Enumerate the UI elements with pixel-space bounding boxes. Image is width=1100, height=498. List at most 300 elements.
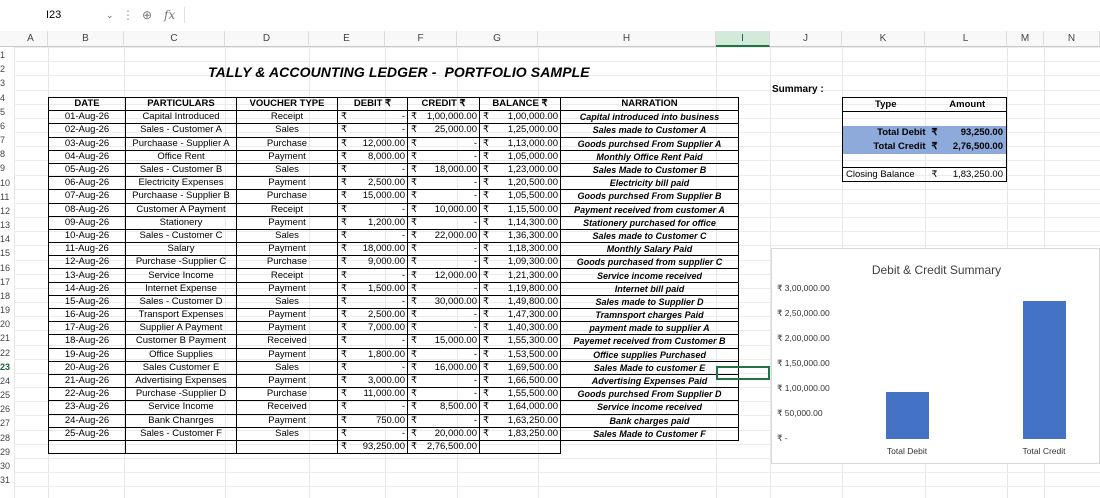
voucher-type-cell[interactable]: Sales [237,295,338,308]
voucher-type-cell[interactable]: Purchase [237,137,338,150]
row-header-13[interactable]: 13 [0,220,11,231]
balance-cell[interactable] [480,322,561,335]
row-header-21[interactable]: 21 [0,333,11,344]
debit-cell-value: - [401,164,405,176]
summary-spacer-row [843,112,1007,126]
credit-cell[interactable] [408,124,480,137]
credit-cell-value: 22,000.00 [434,229,477,241]
balance-cell[interactable] [480,335,561,348]
empty-cell[interactable] [480,440,561,453]
debit-cell[interactable] [338,177,408,190]
voucher-type-cell[interactable]: Payment [237,177,338,190]
voucher-type-cell[interactable]: Sales [237,163,338,176]
closing-balance-amount: 1,83,250.00 [952,169,1003,180]
particulars-cell[interactable]: Office Rent [126,150,237,163]
empty-cell[interactable] [237,440,338,453]
credit-cell[interactable] [408,229,480,242]
row-header-5[interactable]: 5 [0,106,6,117]
row-header-26[interactable]: 26 [0,404,11,415]
particulars-cell[interactable]: Sales - Customer C [126,229,237,242]
date-cell[interactable]: 22-Aug-26 [49,388,126,401]
debit-cell[interactable] [338,256,408,269]
balance-cell[interactable] [480,177,561,190]
date-cell[interactable]: 12-Aug-26 [49,256,126,269]
narration-cell[interactable]: Sales Made to Customer F [561,427,739,440]
narration-cell[interactable]: Goods purchsed From Supplier A [561,137,739,150]
row-header-31[interactable]: 31 [0,475,11,486]
summary-empty-cell[interactable] [929,112,1007,126]
bar-total-debit[interactable] [886,392,929,439]
date-cell[interactable]: 21-Aug-26 [49,374,126,387]
balance-cell[interactable] [480,348,561,361]
debit-cell-value: 2,500.00 [368,309,405,321]
debit-cell[interactable] [338,150,408,163]
row-header-28[interactable]: 28 [0,432,11,443]
particulars-cell[interactable]: Purchaase - Supplier A [126,137,237,150]
particulars-cell[interactable]: Service Income [126,401,237,414]
particulars-cell[interactable]: Customer B Payment [126,335,237,348]
header-credit[interactable]: CREDIT ₹ [408,98,480,111]
debit-cell[interactable] [338,348,408,361]
debit-cell[interactable] [338,401,408,414]
currency-symbol: ₹ [341,440,348,452]
balance-cell[interactable] [480,137,561,150]
credit-cell[interactable] [408,256,480,269]
y-tick-label: ₹ 2,50,000.00 [777,308,830,318]
particulars-cell[interactable]: Salary [126,243,237,256]
row-header-30[interactable]: 30 [0,460,11,471]
date-cell[interactable]: 17-Aug-26 [49,322,126,335]
date-cell[interactable]: 13-Aug-26 [49,269,126,282]
summary-type-header[interactable]: Type [843,98,929,112]
ledger-row [49,124,739,137]
debit-cell[interactable] [338,295,408,308]
particulars-cell[interactable]: Service Income [126,269,237,282]
balance-cell[interactable] [480,190,561,203]
voucher-type-cell[interactable]: Payment [237,322,338,335]
ledger-row [49,335,739,348]
column-header-m[interactable]: M [1007,31,1044,47]
row-header-16[interactable]: 16 [0,262,11,273]
total-credit-label[interactable]: Total Credit [843,140,929,154]
header-particulars[interactable]: PARTICULARS [126,98,237,111]
summary-empty-cell[interactable] [843,112,929,126]
column-header-d[interactable]: D [225,31,309,47]
debit-cell[interactable] [338,309,408,322]
row-header-23[interactable]: 23 [0,361,11,372]
voucher-type-cell[interactable]: Payment [237,282,338,295]
total-debit-value[interactable] [929,126,1007,140]
currency-symbol: ₹ [411,177,418,189]
currency-symbol: ₹ [411,269,418,281]
row-header-14[interactable]: 14 [0,234,11,245]
header-date[interactable]: DATE [49,98,126,111]
currency-symbol: ₹ [931,169,938,180]
row-header-12[interactable]: 12 [0,205,11,216]
header-voucher-type[interactable]: VOUCHER TYPE [237,98,338,111]
debit-cell[interactable] [338,137,408,150]
row-header-9[interactable]: 9 [0,163,6,174]
row-header-17[interactable]: 17 [0,276,11,287]
row-header-29[interactable]: 29 [0,446,11,457]
row-header-8[interactable]: 8 [0,149,6,160]
date-cell[interactable]: 07-Aug-26 [49,190,126,203]
credit-cell[interactable] [408,374,480,387]
narration-cell[interactable]: Stationery purchased for office [561,216,739,229]
currency-symbol: ₹ [341,295,348,307]
debit-cell[interactable] [338,427,408,440]
debit-cell-value: - [401,361,405,373]
currency-symbol: ₹ [483,335,490,347]
credit-cell[interactable] [408,137,480,150]
currency-symbol: ₹ [411,361,418,373]
column-header-j[interactable]: J [770,31,842,47]
credit-cell[interactable] [408,177,480,190]
narration-cell[interactable]: Bank charges paid [561,414,739,427]
column-header-g[interactable]: G [457,31,538,47]
narration-cell[interactable]: Tramnsport charges Paid [561,309,739,322]
closing-balance-label[interactable]: Closing Balance [843,168,929,182]
balance-cell-value: 1,14,300.00 [507,216,558,228]
column-header-l[interactable]: L [925,31,1007,47]
date-cell[interactable]: 19-Aug-26 [49,348,126,361]
voucher-type-cell[interactable]: Payment [237,243,338,256]
debit-cell[interactable] [338,229,408,242]
narration-cell[interactable]: Goods purchased from supplier C [561,256,739,269]
row-header-24[interactable]: 24 [0,375,11,386]
voucher-type-cell[interactable]: Receipt [237,269,338,282]
debit-cell[interactable] [338,243,408,256]
credit-cell[interactable] [408,401,480,414]
debit-cell[interactable] [338,203,408,216]
empty-cell[interactable] [126,440,237,453]
row-header-7[interactable]: 7 [0,135,6,146]
debit-cell[interactable] [338,282,408,295]
debit-cell[interactable] [338,322,408,335]
debit-cell[interactable] [338,163,408,176]
empty-cell[interactable] [561,440,739,453]
date-cell[interactable]: 10-Aug-26 [49,229,126,242]
summary-empty-cell[interactable] [843,154,929,168]
credit-cell[interactable] [408,150,480,163]
particulars-cell[interactable]: Customer A Payment [126,203,237,216]
selected-cell-i23[interactable] [716,366,770,380]
voucher-type-cell[interactable]: Sales [237,229,338,242]
ledger-row [49,163,739,176]
voucher-type-cell[interactable]: Sales [237,361,338,374]
ledger-table [48,97,739,454]
balance-cell[interactable] [480,388,561,401]
currency-symbol: ₹ [483,137,490,149]
credit-cell[interactable] [408,414,480,427]
credit-cell[interactable] [408,282,480,295]
voucher-type-cell[interactable]: Purchase [237,190,338,203]
narration-cell[interactable]: Goods purchsed From Supplier B [561,190,739,203]
credit-cell[interactable] [408,269,480,282]
date-cell[interactable]: 08-Aug-26 [49,203,126,216]
total-debit-cell[interactable] [338,440,408,453]
particulars-cell[interactable]: Sales - Customer B [126,163,237,176]
balance-cell[interactable] [480,414,561,427]
narration-cell[interactable]: Payemet received from Customer B [561,335,739,348]
total-debit-label[interactable]: Total Debit [843,126,929,140]
particulars-cell[interactable]: Sales - Customer A [126,124,237,137]
credit-cell[interactable] [408,243,480,256]
ledger-row [49,243,739,256]
date-cell[interactable]: 04-Aug-26 [49,150,126,163]
voucher-type-cell[interactable]: Purchase [237,256,338,269]
column-header-f[interactable]: F [385,31,457,47]
date-cell[interactable]: 01-Aug-26 [49,111,126,124]
narration-cell[interactable]: Payment received from customer A [561,203,739,216]
total-credit-value[interactable] [929,140,1007,154]
bar-total-credit[interactable] [1023,301,1066,439]
row-header-18[interactable]: 18 [0,290,11,301]
particulars-cell[interactable]: Purchaase - Supplier B [126,190,237,203]
total-credit-amount: 2,76,500.00 [952,141,1003,152]
closing-balance-value[interactable] [929,168,1007,182]
particulars-cell[interactable]: Advertising Expenses [126,374,237,387]
narration-cell[interactable]: Advertising Expenses Paid [561,374,739,387]
narration-cell[interactable]: Monthly Salary Paid [561,243,739,256]
y-tick-label: ₹ 1,50,000.00 [777,358,830,368]
credit-cell[interactable] [408,163,480,176]
balance-cell-value: 1,66,500.00 [507,375,558,387]
row-header-4[interactable]: 4 [0,92,6,103]
voucher-type-cell[interactable]: Received [237,401,338,414]
currency-symbol: ₹ [483,150,490,162]
column-header-a[interactable]: A [14,31,48,47]
debit-cell-value: 1,500.00 [368,282,405,294]
currency-symbol: ₹ [341,335,348,347]
credit-cell[interactable] [408,309,480,322]
column-header-k[interactable]: K [842,31,925,47]
debit-cell[interactable] [338,269,408,282]
currency-symbol: ₹ [483,269,490,281]
row-header-2[interactable]: 2 [0,64,6,75]
debit-cell[interactable] [338,124,408,137]
particulars-cell[interactable]: Transport Expenses [126,309,237,322]
voucher-type-cell[interactable]: Payment [237,374,338,387]
debit-cell[interactable] [338,216,408,229]
voucher-type-cell[interactable]: Purchase [237,388,338,401]
column-header-n[interactable]: N [1044,31,1100,47]
debit-cell[interactable] [338,374,408,387]
debit-cell[interactable] [338,335,408,348]
particulars-cell[interactable]: Office Supplies [126,348,237,361]
debit-cell[interactable] [338,388,408,401]
credit-cell[interactable] [408,216,480,229]
balance-cell[interactable] [480,124,561,137]
credit-cell[interactable] [408,322,480,335]
credit-cell[interactable] [408,203,480,216]
debit-cell[interactable] [338,414,408,427]
balance-cell[interactable] [480,243,561,256]
ledger-row [49,229,739,242]
row-header-22[interactable]: 22 [0,347,11,358]
column-header-b[interactable]: B [48,31,124,47]
narration-cell[interactable]: Office supplies Purchased [561,348,739,361]
voucher-type-cell[interactable]: Receipt [237,111,338,124]
date-cell[interactable]: 06-Aug-26 [49,177,126,190]
column-header-c[interactable]: C [124,31,225,47]
row-header-6[interactable]: 6 [0,120,6,131]
narration-cell[interactable]: payment made to supplier A [561,322,739,335]
total-credit-cell[interactable] [408,440,480,453]
particulars-cell[interactable]: Supplier A Payment [126,322,237,335]
debit-cell[interactable] [338,190,408,203]
debit-cell-value: - [401,124,405,136]
balance-cell[interactable] [480,427,561,440]
credit-cell-value: - [473,243,477,255]
particulars-cell[interactable]: Bank Chanrges [126,414,237,427]
currency-symbol: ₹ [411,440,418,452]
balance-cell[interactable] [480,269,561,282]
debit-cell[interactable] [338,111,408,124]
row-header-25[interactable]: 25 [0,390,11,401]
row-header-27[interactable]: 27 [0,418,11,429]
credit-cell[interactable] [408,361,480,374]
fx-icon[interactable]: fx [164,8,176,22]
balance-cell[interactable] [480,309,561,322]
date-cell[interactable]: 23-Aug-26 [49,401,126,414]
debit-cell-value: 3,000.00 [368,375,405,387]
debit-cell-value: 18,000.00 [362,243,405,255]
voucher-type-cell[interactable]: Payment [237,150,338,163]
date-cell[interactable]: 02-Aug-26 [49,124,126,137]
currency-symbol: ₹ [341,282,348,294]
row-header-1[interactable]: 1 [0,50,6,60]
date-cell[interactable]: 25-Aug-26 [49,427,126,440]
particulars-cell[interactable]: Purchase -Supplier C [126,256,237,269]
particulars-cell[interactable]: Purchase -Supplier D [126,388,237,401]
voucher-type-cell[interactable]: Sales [237,124,338,137]
row-header-3[interactable]: 3 [0,78,6,89]
voucher-type-cell[interactable]: Payment [237,414,338,427]
particulars-cell[interactable]: Sales - Customer F [126,427,237,440]
column-header-e[interactable]: E [309,31,385,47]
x-category-label: Total Debit [886,446,928,456]
currency-symbol: ₹ [341,111,348,123]
narration-cell[interactable]: Internet bill paid [561,282,739,295]
credit-cell[interactable] [408,348,480,361]
narration-cell[interactable]: Sales made to Customer A [561,124,739,137]
narration-cell[interactable]: Sales Made to customer E [561,361,739,374]
narration-cell[interactable]: Electricity bill paid [561,177,739,190]
particulars-cell[interactable]: Sales - Customer D [126,295,237,308]
narration-cell[interactable]: Service income received [561,401,739,414]
date-cell[interactable]: 24-Aug-26 [49,414,126,427]
particulars-cell[interactable]: Capital Introduced [126,111,237,124]
debit-credit-chart[interactable] [771,248,1100,464]
credit-cell[interactable] [408,190,480,203]
debit-cell-value: 8,000.00 [368,150,405,162]
row-header-10[interactable]: 10 [0,177,11,188]
balance-cell-value: 1,19,800.00 [507,282,558,294]
balance-cell[interactable] [480,150,561,163]
empty-cell[interactable] [49,440,126,453]
credit-cell[interactable] [408,427,480,440]
zoom-icon[interactable]: ⊕ [142,8,153,22]
narration-cell[interactable]: Monthly Office Rent Paid [561,150,739,163]
balance-cell[interactable] [480,256,561,269]
summary-empty-cell[interactable] [929,154,1007,168]
balance-cell[interactable] [480,111,561,124]
particulars-cell[interactable]: Internet Expense [126,282,237,295]
credit-cell[interactable] [408,335,480,348]
voucher-type-cell[interactable]: Payment [237,216,338,229]
voucher-type-cell[interactable]: Sales [237,427,338,440]
narration-cell[interactable]: Sales made to Supplier D [561,295,739,308]
debit-cell[interactable] [338,361,408,374]
particulars-cell[interactable]: Stationery [126,216,237,229]
credit-cell-value: - [473,216,477,228]
narration-cell[interactable]: Goods purchsed From Supplier D [561,388,739,401]
date-cell[interactable]: 15-Aug-26 [49,295,126,308]
date-cell[interactable]: 11-Aug-26 [49,243,126,256]
header-debit[interactable]: DEBIT ₹ [338,98,408,111]
date-cell[interactable]: 05-Aug-26 [49,163,126,176]
ledger-row [49,388,739,401]
balance-cell[interactable] [480,229,561,242]
header-narration[interactable]: NARRATION [561,98,739,111]
balance-cell[interactable] [480,216,561,229]
currency-symbol: ₹ [483,309,490,321]
row-header-20[interactable]: 20 [0,319,11,330]
voucher-type-cell[interactable]: Payment [237,309,338,322]
column-header-i[interactable]: I [716,31,770,47]
name-box[interactable]: I23 [46,9,62,21]
date-cell[interactable]: 03-Aug-26 [49,137,126,150]
voucher-type-cell[interactable]: Received [237,335,338,348]
row-header-19[interactable]: 19 [0,305,11,316]
narration-cell[interactable]: Service income received [561,269,739,282]
particulars-cell[interactable]: Electricity Expenses [126,177,237,190]
date-cell[interactable]: 09-Aug-26 [49,216,126,229]
balance-cell[interactable] [480,401,561,414]
narration-cell[interactable]: Capital introduced into business [561,111,739,124]
balance-cell[interactable] [480,282,561,295]
summary-amount-header[interactable]: Amount [929,98,1007,112]
particulars-cell[interactable]: Sales Customer E [126,361,237,374]
credit-cell[interactable] [408,111,480,124]
row-header-11[interactable]: 11 [0,191,10,202]
column-header-h[interactable]: H [538,31,716,47]
balance-cell[interactable] [480,374,561,387]
currency-symbol: ₹ [411,414,418,426]
voucher-type-cell[interactable]: Receipt [237,203,338,216]
date-cell[interactable]: 14-Aug-26 [49,282,126,295]
balance-cell[interactable] [480,163,561,176]
narration-cell[interactable]: Sales Made to Customer B [561,163,739,176]
date-cell[interactable]: 20-Aug-26 [49,361,126,374]
date-cell[interactable]: 18-Aug-26 [49,335,126,348]
header-balance[interactable]: BALANCE ₹ [480,98,561,111]
credit-cell-value: 25,000.00 [434,124,477,136]
voucher-type-cell[interactable]: Payment [237,348,338,361]
balance-cell[interactable] [480,203,561,216]
date-cell[interactable]: 16-Aug-26 [49,309,126,322]
summary-row-total-credit [843,140,1007,154]
chevron-down-icon[interactable]: ⌄ [106,10,114,20]
debit-cell-value: - [401,335,405,347]
narration-cell[interactable]: Sales made to Customer C [561,229,739,242]
credit-cell[interactable] [408,295,480,308]
credit-cell[interactable] [408,388,480,401]
balance-cell[interactable] [480,361,561,374]
row-header-15[interactable]: 15 [0,248,11,259]
balance-cell[interactable] [480,295,561,308]
